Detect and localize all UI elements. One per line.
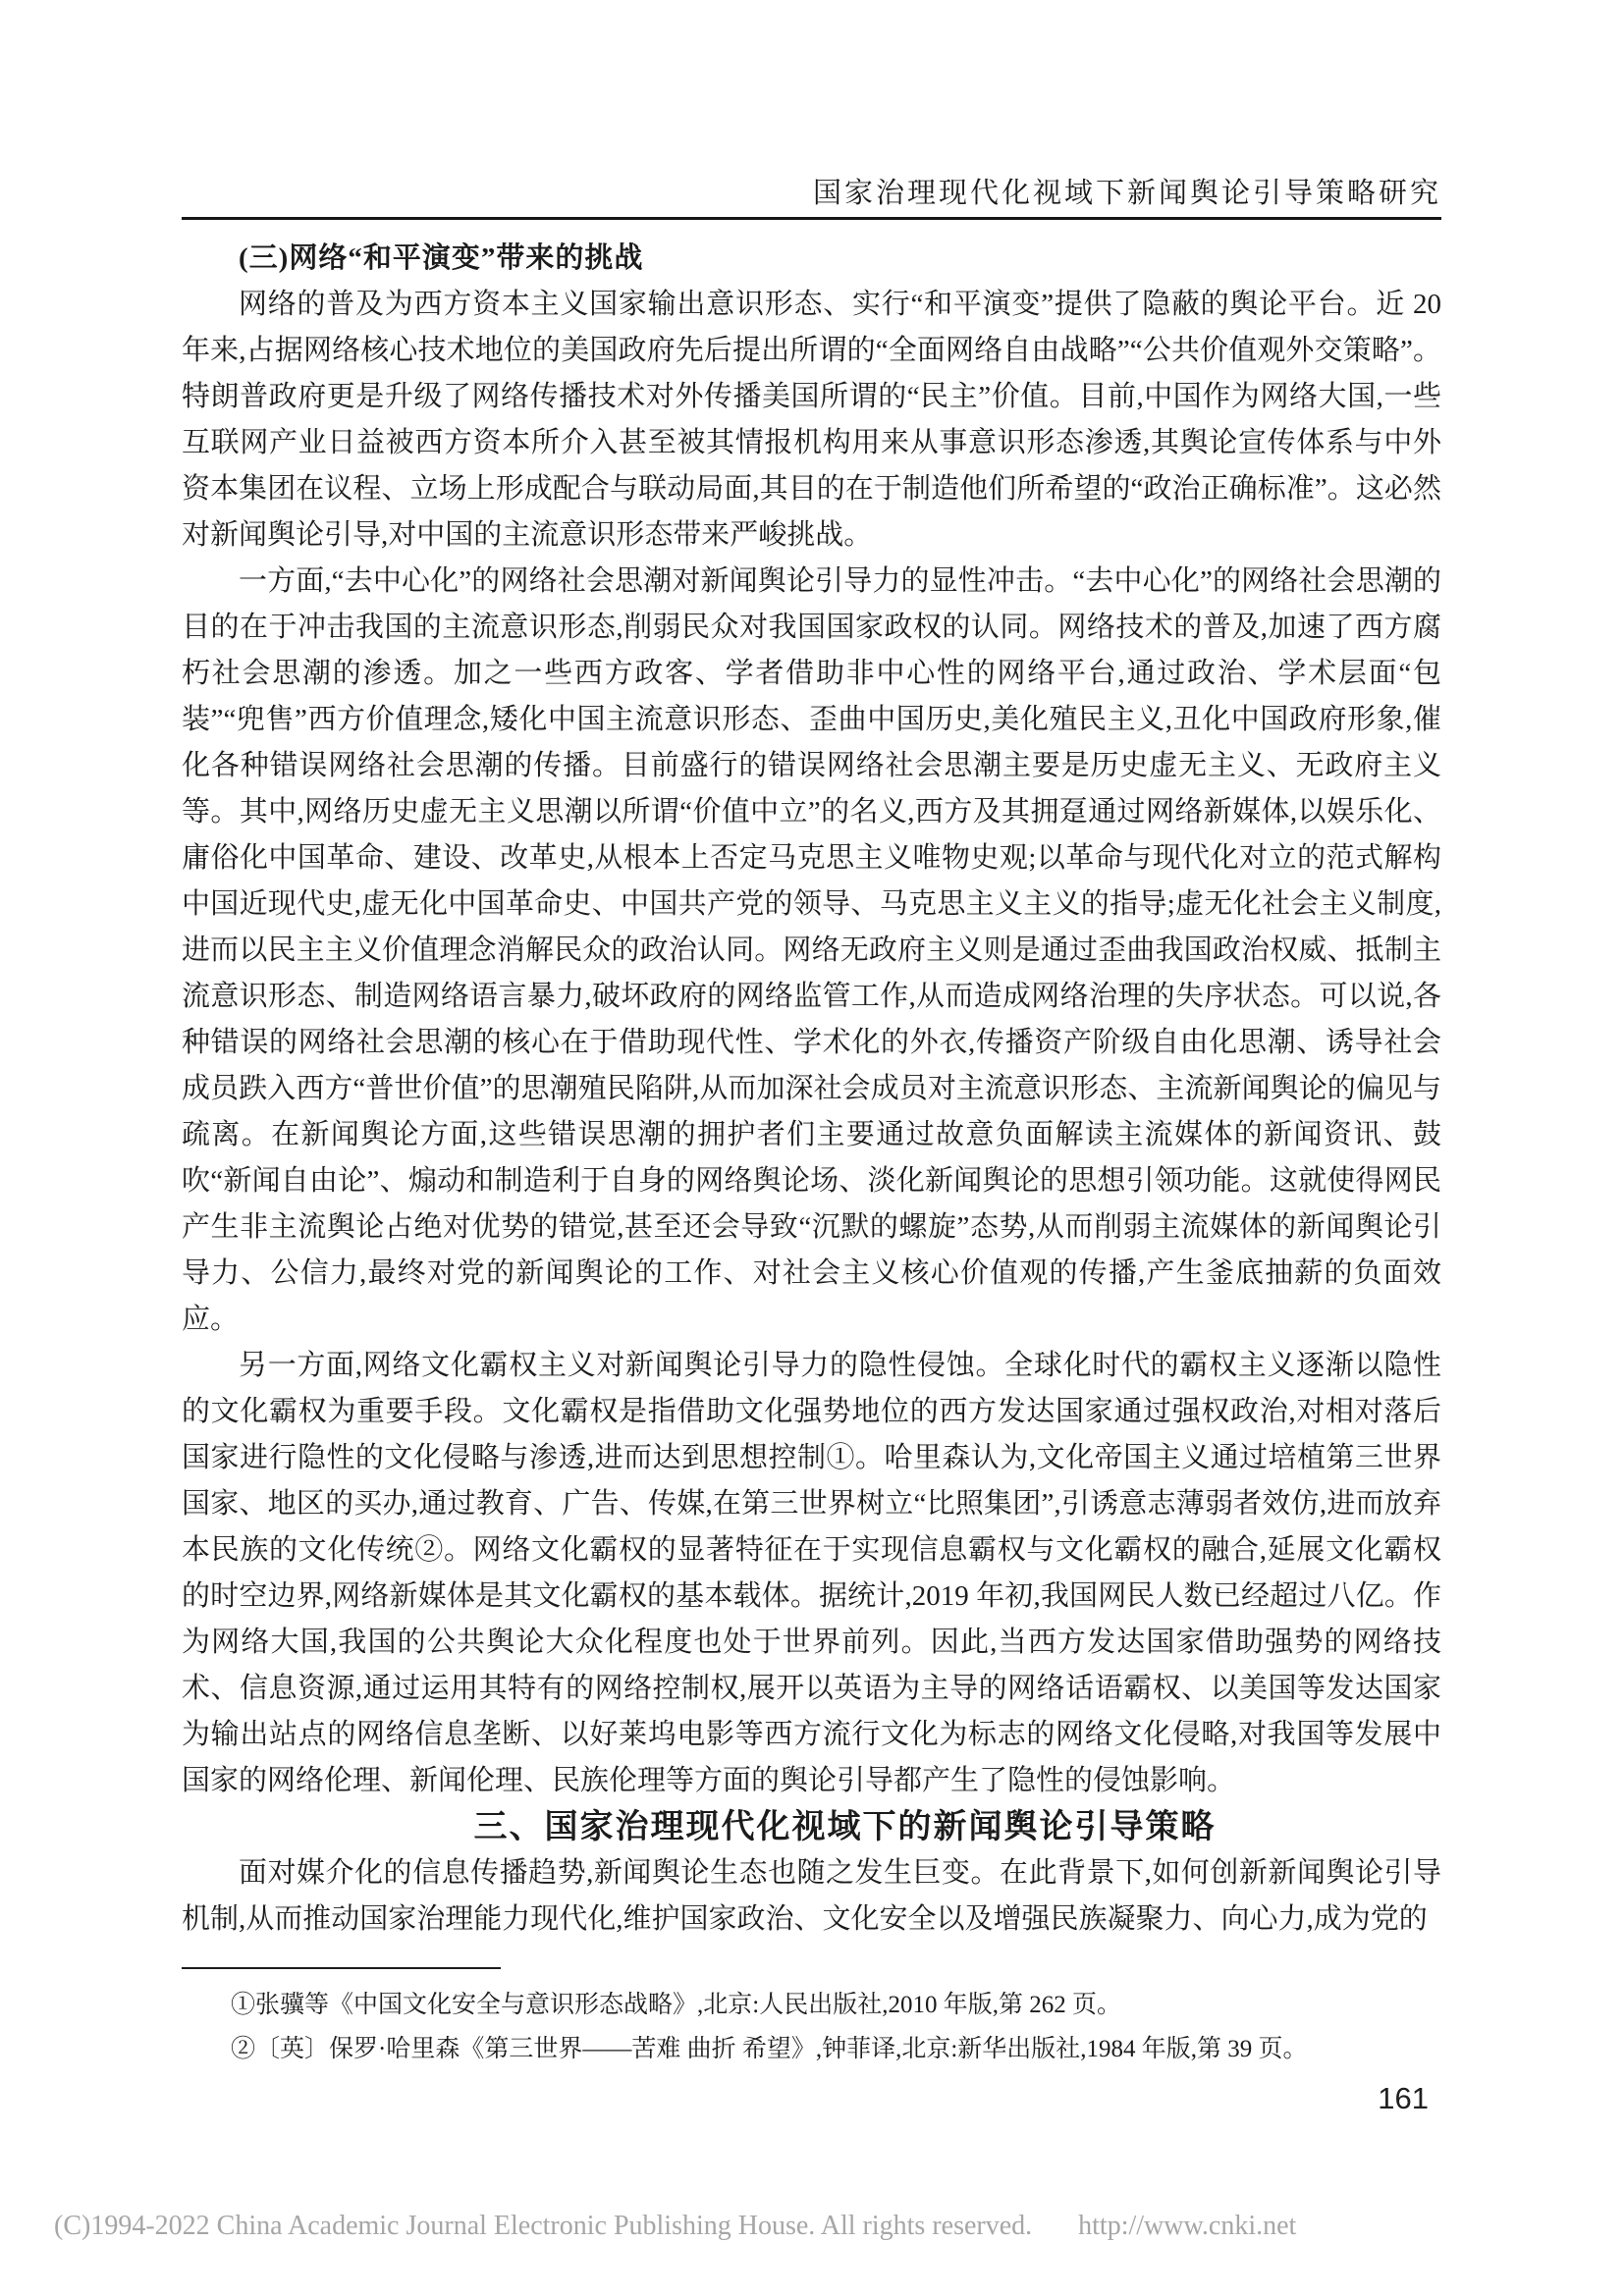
copyright-notice: (C)1994-2022 China Academic Journal Electronic Publishing House. All rights reserved.	[54, 2211, 1033, 2241]
running-head-title: 国家治理现代化视域下新闻舆论引导策略研究	[812, 178, 1441, 209]
page-number: 161	[1378, 2081, 1429, 2115]
body-paragraph: 一方面,“去中心化”的网络社会思潮对新闻舆论引导力的显性冲击。“去中心化”的网络社会思潮的目的在于冲击我国的主流意识形态,削弱民众对我国国家政权的认同。网络技术的普及,加速了西方腐朽社会思潮的渗透。加之一些西方政客、学者借助非中心性的网络平台,通过政治、学术层面“包装”“兜售”西方价值理念,矮化中国主流意识形态、歪曲中国历史,美化殖民主义,丑化中国政府形象,催化各种错误网络社会思潮的传播。目前盛行的错误网络社会思潮主要是历史虚无主义、无政府主义等。其中,网络历史虚无主义思潮以所谓“价值中立”的名义,西方及其拥趸通过网络新媒体,以娱乐化、庸俗化中国革命、建设、改革史,从根本上否定马克思主义唯物史观;以革命与现代化对立的范式解构中国近现代史,虚无化中国革命史、中国共产党的领导、马克思主义主义的指导;虚无化社会主义制度,进而以民主主义价值理念消解民众的政治认同。网络无政府主义则是通过歪曲我国政治权威、抵制主流意识形态、制造网络语言暴力,破坏政府的网络监管工作,从而造成网络治理的失序状态。可以说,各种错误的网络社会思潮的核心在于借助现代性、学术化的外衣,传播资产阶级自由化思潮、诱导社会成员跌入西方“普世价值”的思潮殖民陷阱,从而加深社会成员对主流意识形态、主流新闻舆论的偏见与疏离。在新闻舆论方面,这些错误思潮的拥护者们主要通过故意负面解读主流媒体的新闻资讯、鼓吹“新闻自由论”、煽动和制造利于自身的网络舆论场、淡化新闻舆论的思想引领功能。这就使得网民产生非主流舆论占绝对优势的错觉,甚至还会导致“沉默的螺旋”态势,从而削弱主流媒体的新闻舆论引导力、公信力,最终对党的新闻舆论的工作、对社会主义核心价值观的传播,产生釜底抽薪的负面效应。	[182, 565, 1441, 1335]
footnotes-block	[182, 1983, 1441, 2071]
article-body	[182, 236, 1441, 1943]
footnote-item: ②〔英〕保罗·哈里森《第三世界——苦难 曲折 希望》,钟菲译,北京:新华出版社,1984 年版,第 39 页。	[231, 2036, 1308, 2062]
footnote-divider	[182, 1967, 501, 1969]
body-paragraph: 网络的普及为西方资本主义国家输出意识形态、实行“和平演变”提供了隐蔽的舆论平台。近 20 年来,占据网络核心技术地位的美国政府先后提出所谓的“全面网络自由战略”“公共价值观外交策略”。特朗普政府更是升级了网络传播技术对外传播美国所谓的“民主”价值。目前,中国作为网络大国,一些互联网产业日益被西方资本所介入甚至被其情报机构用来从事意识形态渗透,其舆论宣传体系与中外资本集团在议程、立场上形成配合与联动局面,其目的在于制造他们所希望的“政治正确标准”。这必然对新闻舆论引导,对中国的主流意识形态带来严峻挑战。	[182, 289, 1441, 551]
section-heading: 三、国家治理现代化视域下的新闻舆论引导策略	[473, 1809, 1217, 1845]
closing-paragraph: 面对媒介化的信息传播趋势,新闻舆论生态也随之发生巨变。在此背景下,如何创新新闻舆论引导机制,从而推动国家治理能力现代化,维护国家政治、文化安全以及增强民族凝聚力、向心力,成为党的	[182, 1857, 1441, 1935]
publisher-url: http://www.cnki.net	[1078, 2211, 1297, 2241]
footnote-item: ①张骥等《中国文化安全与意识形态战略》,北京:人民出版社,2010 年版,第 262 页。	[231, 1992, 1121, 2018]
subsection-heading: (三)网络“和平演变”带来的挑战	[239, 242, 644, 274]
header-divider	[182, 217, 1441, 220]
publisher-footer	[54, 2211, 1576, 2242]
body-paragraph: 另一方面,网络文化霸权主义对新闻舆论引导力的隐性侵蚀。全球化时代的霸权主义逐渐以隐性的文化霸权为重要手段。文化霸权是指借助文化强势地位的西方发达国家通过强权政治,对相对落后国家进行隐性的文化侵略与渗透,进而达到思想控制①。哈里森认为,文化帝国主义通过培植第三世界国家、地区的买办,通过教育、广告、传媒,在第三世界树立“比照集团”,引诱意志薄弱者效仿,进而放弃本民族的文化传统②。网络文化霸权的显著特征在于实现信息霸权与文化霸权的融合,延展文化霸权的时空边界,网络新媒体是其文化霸权的基本载体。据统计,2019 年初,我国网民人数已经超过八亿。作为网络大国,我国的公共舆论大众化程度也处于世界前列。因此,当西方发达国家借助强势的网络技术、信息资源,通过运用其特有的网络控制权,展开以英语为主导的网络话语霸权、以美国等发达国家为输出站点的网络信息垄断、以好莱坞电影等西方流行文化为标志的网络文化侵略,对我国等发展中国家的网络伦理、新闻伦理、民族伦理等方面的舆论引导都产生了隐性的侵蚀影响。	[182, 1350, 1441, 1796]
